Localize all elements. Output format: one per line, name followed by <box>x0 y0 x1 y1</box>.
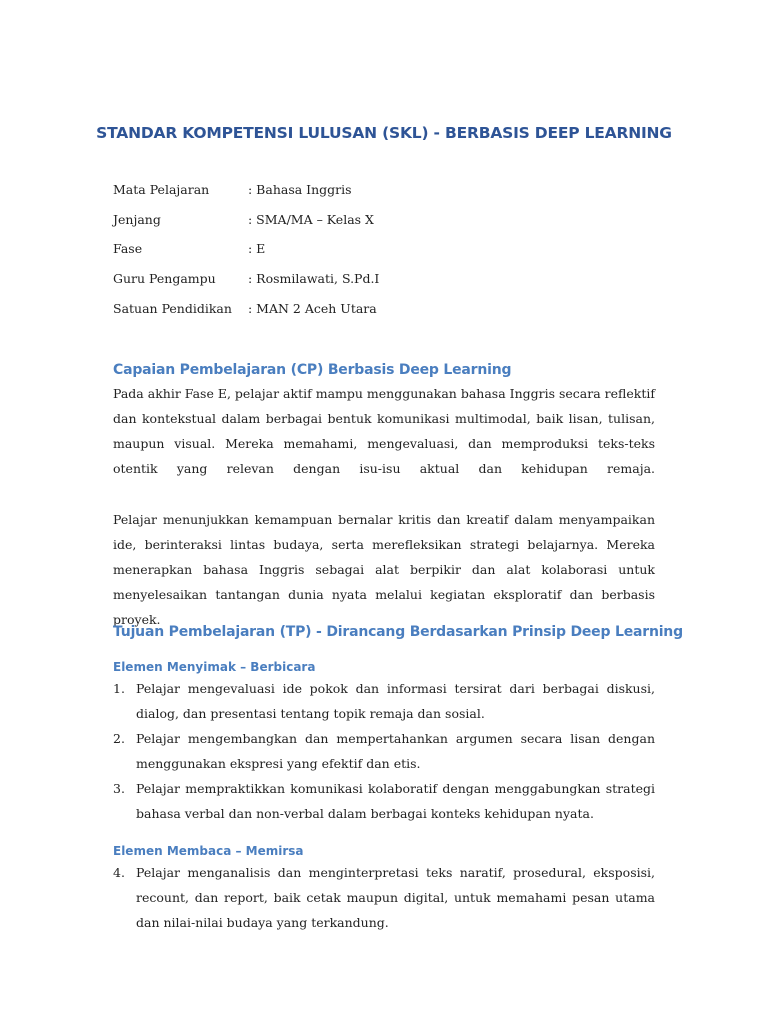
list-text: Pelajar mengembangkan dan mempertahankan argumen secara lisan dengan menggunakan ekspresi yang efektif dan etis. <box>136 731 655 771</box>
list-number: 3. <box>113 781 125 796</box>
meta-label: Guru Pengampu <box>113 271 216 286</box>
list-number: 2. <box>113 731 125 746</box>
element-heading-listening-speaking: Elemen Menyimak – Berbicara <box>113 660 316 674</box>
tp-heading: Tujuan Pembelajaran (TP) - Dirancang Berdasarkan Prinsip Deep Learning <box>113 624 683 640</box>
meta-value: : MAN 2 Aceh Utara <box>248 301 377 316</box>
meta-label: Jenjang <box>113 212 161 227</box>
meta-value: : Bahasa Inggris <box>248 182 352 197</box>
meta-label: Satuan Pendidikan <box>113 301 232 316</box>
list-text: Pelajar mengevaluasi ide pokok dan informasi tersirat dari berbagai diskusi, dialog, dan presentasi tentang topik remaja dan sosial. <box>136 681 655 721</box>
meta-value: : SMA/MA – Kelas X <box>248 212 374 227</box>
meta-value: : Rosmilawati, S.Pd.I <box>248 271 380 286</box>
list-number: 4. <box>113 865 125 880</box>
document-title: STANDAR KOMPETENSI LULUSAN (SKL) - BERBASIS DEEP LEARNING <box>96 124 672 142</box>
cp-paragraph-2: Pelajar menunjukkan kemampuan bernalar kritis dan kreatif dalam menyampaikan ide, berinteraksi lintas budaya, serta merefleksikan strategi belajarnya. Mereka menerapkan bahasa Inggris sebagai alat berpikir dan alat kolaborasi untuk menyelesaikan tantangan dunia nyata melalui kegiatan eksploratif dan berbasis proyek. <box>113 512 655 627</box>
cp-heading: Capaian Pembelajaran (CP) Berbasis Deep Learning <box>113 362 512 378</box>
element-heading-reading-viewing: Elemen Membaca – Memirsa <box>113 844 304 858</box>
list-number: 1. <box>113 681 125 696</box>
meta-label: Fase <box>113 241 143 256</box>
meta-label: Mata Pelajaran <box>113 182 210 197</box>
cp-paragraph-1: Pada akhir Fase E, pelajar aktif mampu menggunakan bahasa Inggris secara reflektif dan kontekstual dalam berbagai bentuk komunikasi multimodal, baik lisan, tulisan, maupun visual. Mereka memahami, mengevaluasi, dan memproduksi teks-teks otentik yang relevan dengan isu-isu aktual dan kehidupan remaja. <box>113 386 655 476</box>
list-text: Pelajar mempraktikkan komunikasi kolaboratif dengan menggabungkan strategi bahasa verbal dan non-verbal dalam berbagai konteks kehidupan nyata. <box>136 781 655 821</box>
meta-value: : E <box>248 241 266 256</box>
list-text: Pelajar menganalisis dan menginterpretasi teks naratif, prosedural, eksposisi, recount, dan report, baik cetak maupun digital, untuk memahami pesan utama dan nilai-nilai budaya yang terkandung. <box>136 865 655 930</box>
